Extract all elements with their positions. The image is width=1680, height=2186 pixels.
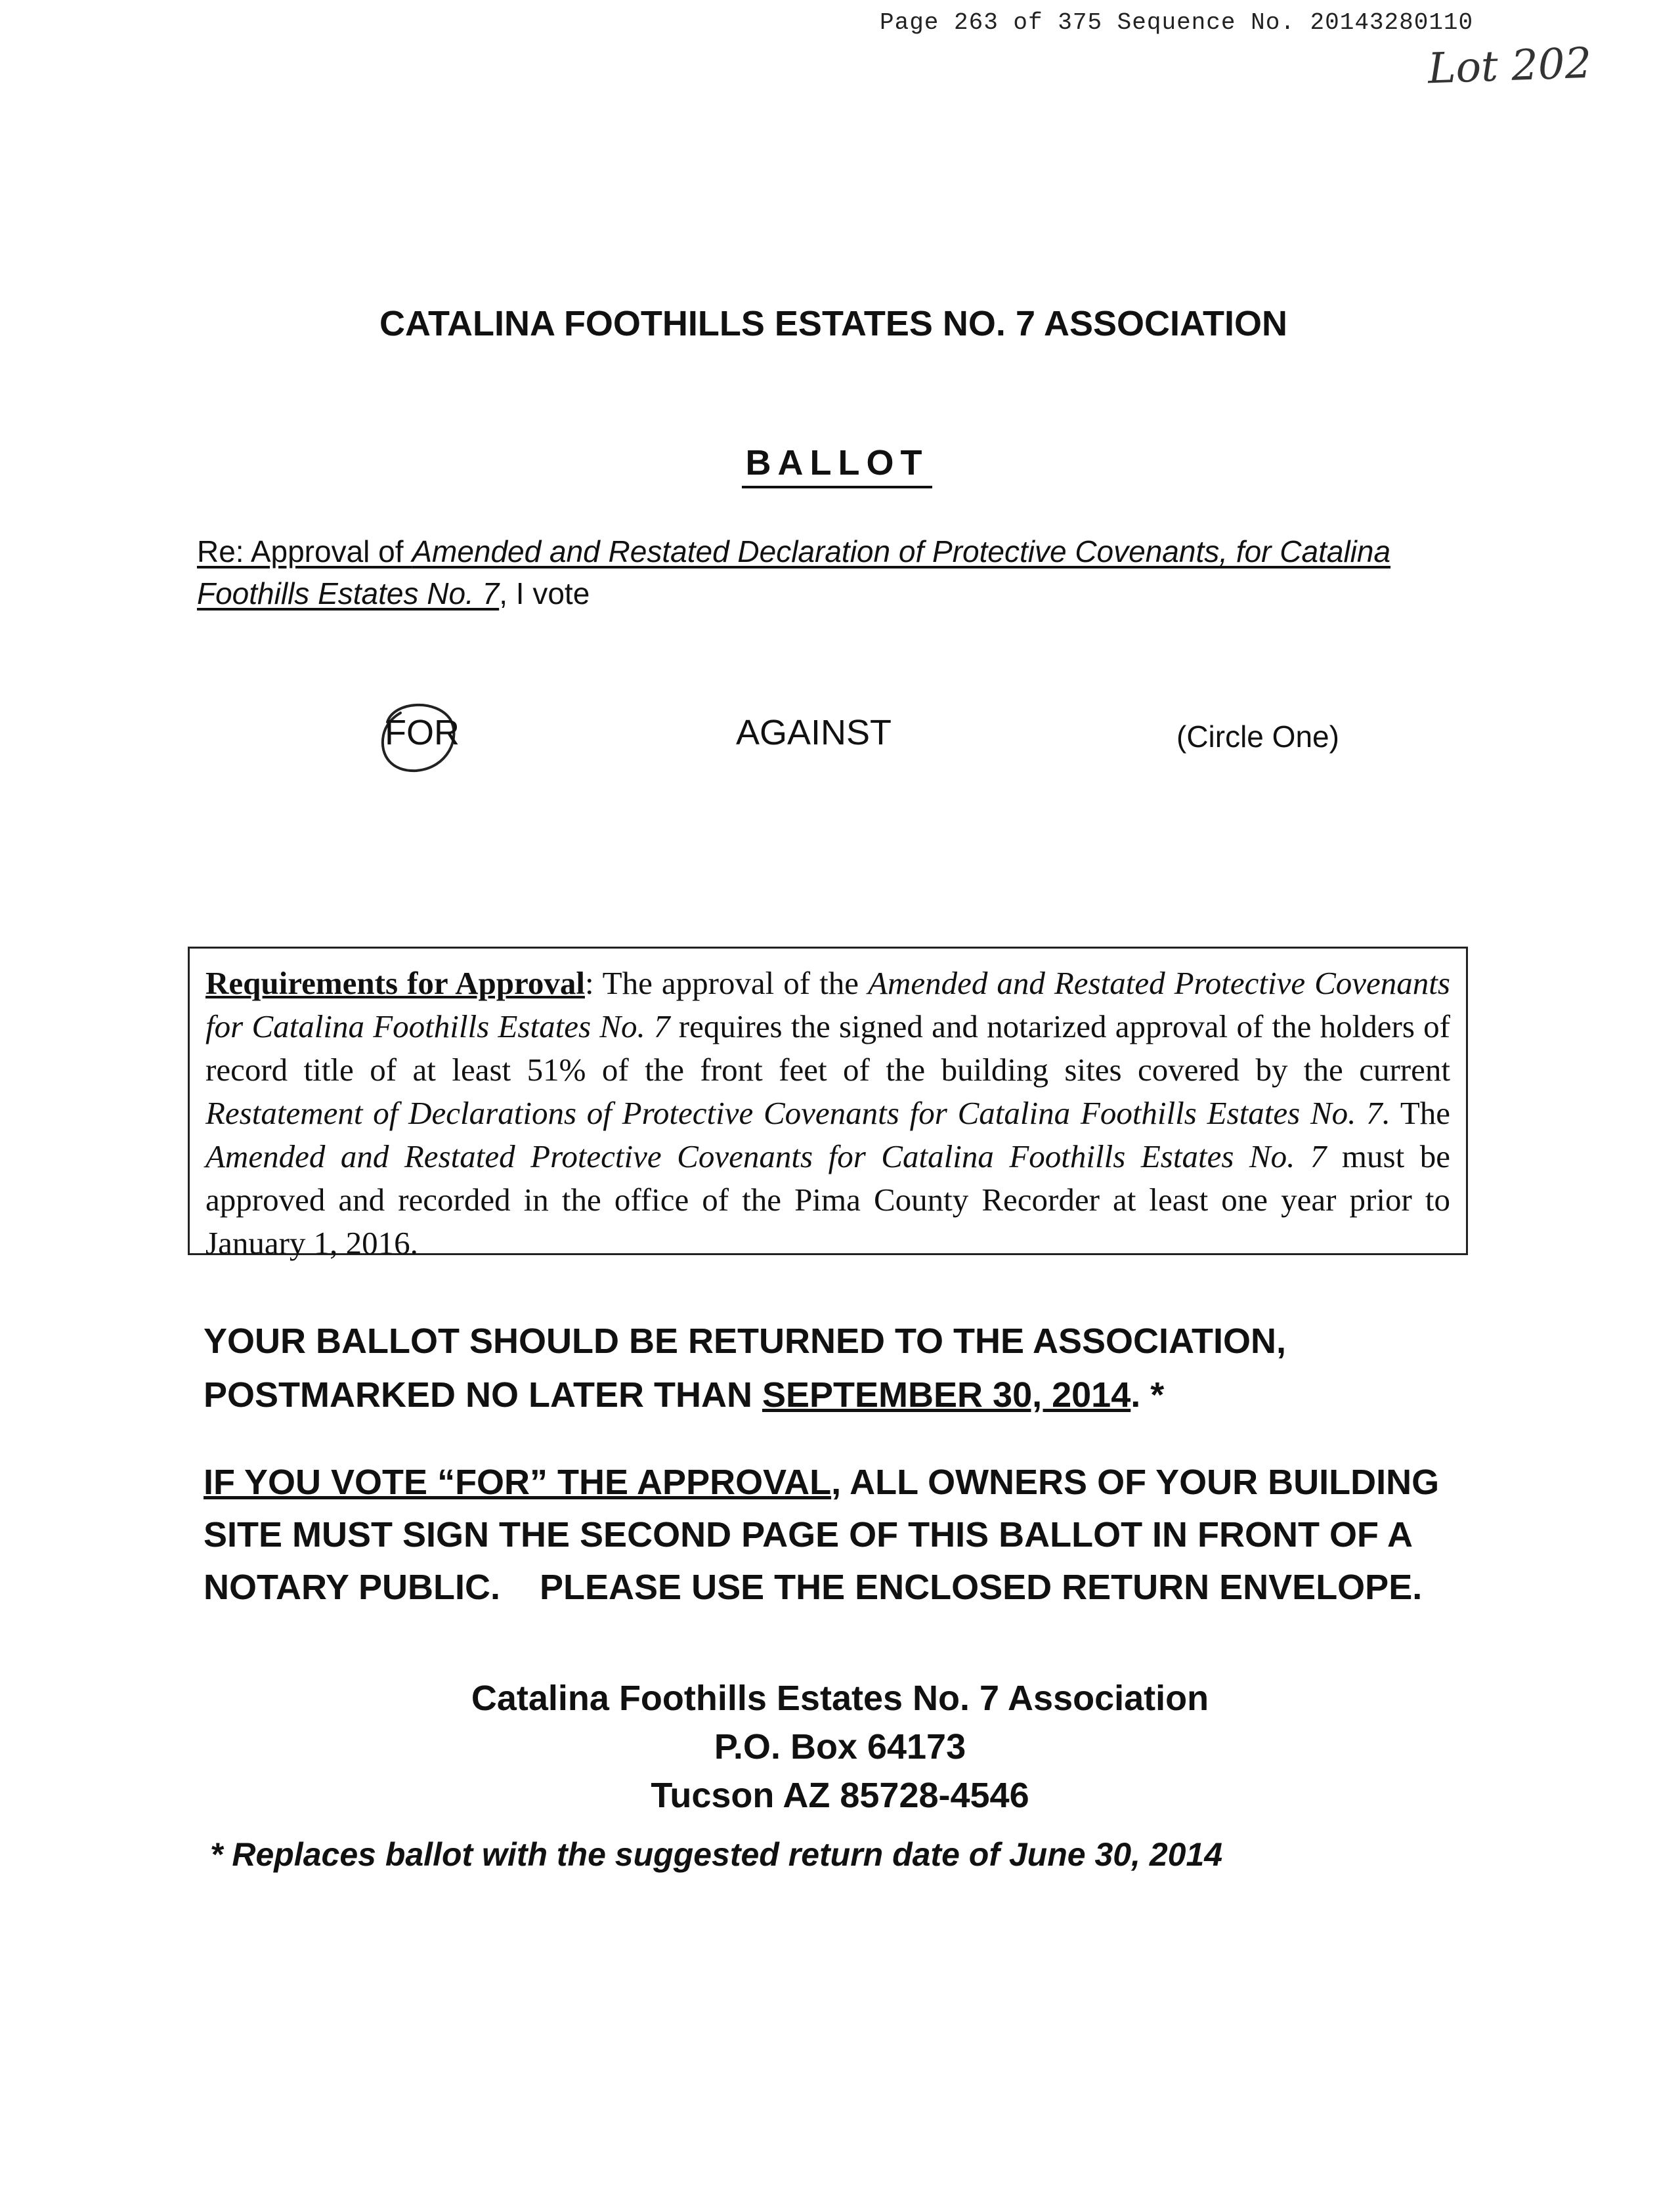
page-sequence-stamp: Page 263 of 375 Sequence No. 20143280110 [880,9,1474,36]
requirements-lead: Requirements for Approval [205,965,585,1001]
return-notice-suffix: . * [1131,1375,1165,1415]
handwritten-lot-note: Lot 202 [1427,39,1593,94]
re-doc-title: Amended and Restated Declaration of Protective Covenants, for Catalina Foothills Estates No. 7 [197,534,1391,611]
return-notice-text: YOUR BALLOT SHOULD BE RETURNED TO THE ASSOCIATION, POSTMARKED NO LATER THAN [204,1321,1287,1415]
signature-notice-lead: IF YOU VOTE “FOR” THE APPROVAL [204,1463,832,1502]
replacement-footnote: * Replaces ballot with the suggested return date of June 30, 2014 [210,1836,1223,1873]
requirements-text-1: : The approval of the [584,965,869,1001]
re-prefix: Re: Approval of [197,534,412,568]
vote-instruction: (Circle One) [1176,719,1339,754]
address-po-box: P.O. Box 64173 [714,1727,966,1767]
return-deadline: SEPTEMBER 30, 2014 [762,1375,1131,1415]
return-notice [204,1314,1517,1422]
re-suffix: , I vote [499,576,590,611]
address-name: Catalina Foothills Estates No. 7 Association [471,1679,1209,1718]
signature-notice [204,1456,1517,1614]
requirements-box [188,947,1468,1261]
vote-option-for[interactable]: FOR [385,713,460,752]
vote-option-against[interactable]: AGAINST [736,713,892,752]
organization-title: CATALINA FOOTHILLS ESTATES NO. 7 ASSOCIATION [379,304,1287,343]
requirements-italic-2: Restatement of Declarations of Protective Covenants for Catalina Foothills Estates No. 7. [205,1095,1390,1131]
requirements-text-2: requires the signed and notarized approval of the holders of record title of at least 51% of the front feet of the building sites covered by the current [205,1008,1450,1088]
requirements-italic-3: Amended and Restated Protective Covenants for Catalina Foothills Estates No. 7 [205,1138,1327,1174]
requirements-text-3: The [1390,1095,1450,1131]
re-underlined [197,534,1390,611]
signature-notice-text: , ALL OWNERS OF YOUR BUILDING SITE MUST SIGN THE SECOND PAGE OF THIS BALLOT IN FRONT OF A NOTARY PUBLIC. PLEASE USE THE ENCLOSED RETURN ENVELOPE. [204,1463,1450,1607]
re-line [197,530,1510,614]
requirements-text-4: must be approved and recorded in the office of the Pima County Recorder at least one year prior to January 1, 2016. [205,1138,1451,1261]
address-city: Tucson AZ 85728-4546 [651,1776,1029,1815]
requirements-italic-1: Amended and Restated Protective Covenants for Catalina Foothills Estates No. 7 [205,965,1450,1044]
mailing-address [0,1674,1680,1820]
ballot-title: BALLOT [742,442,932,488]
